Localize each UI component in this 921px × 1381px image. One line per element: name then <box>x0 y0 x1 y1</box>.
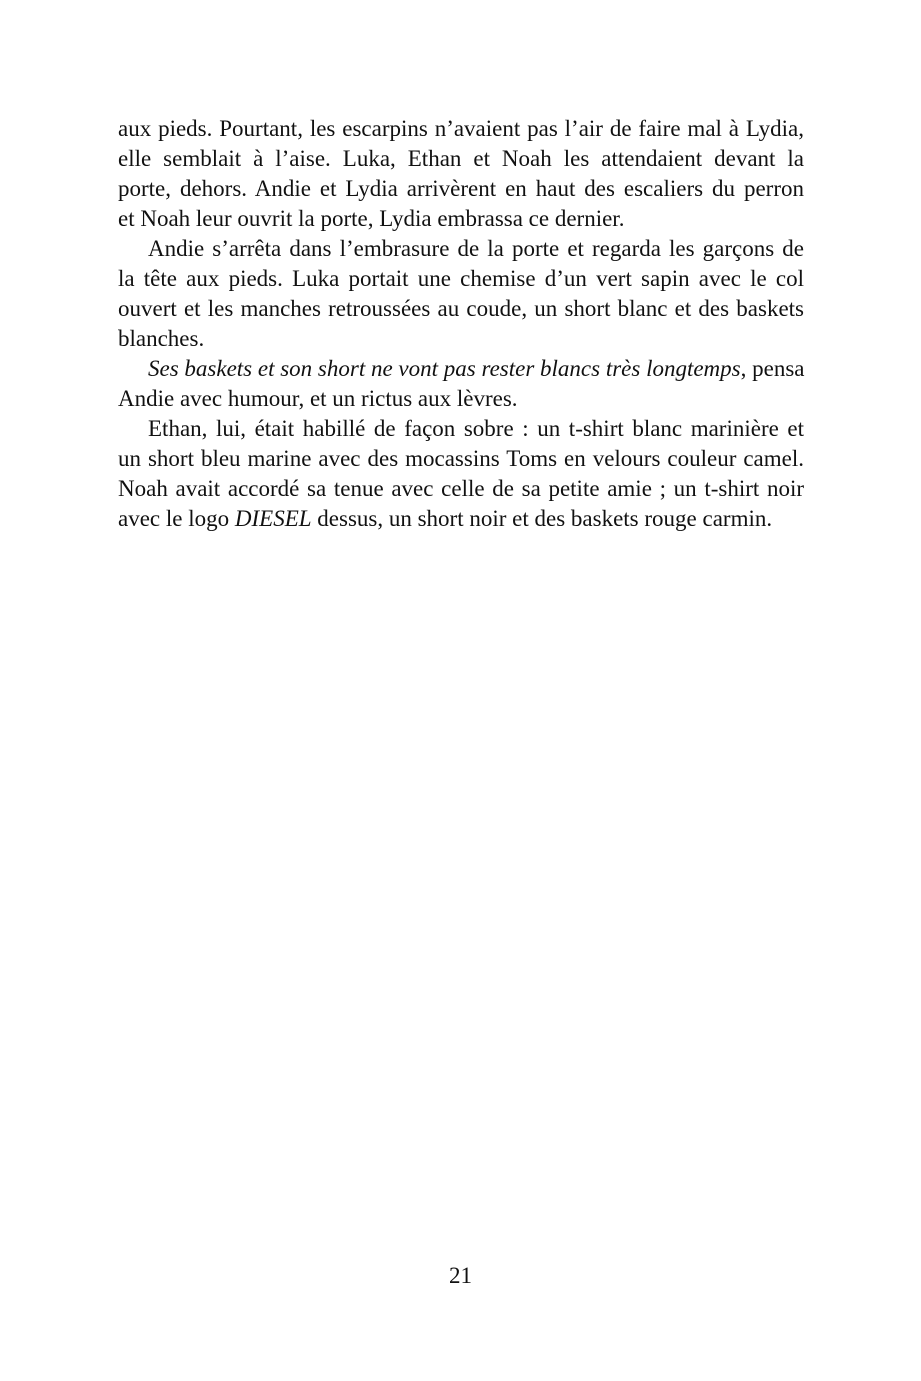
text-line: elle semblait à l’aise. Luka, Ethan et Noah les attendaient devant la <box>118 146 804 171</box>
page-body <box>118 114 804 534</box>
text-line: aux pieds. Pourtant, les escarpins n’avaient pas l’air de faire mal à Lydia, <box>118 116 804 141</box>
text-line: blanches. <box>118 326 205 351</box>
text-line: Andie s’arrêta dans l’embrasure de la porte et regarda les garçons de <box>148 236 804 261</box>
text-run: dessus, un short noir et des baskets rouge carmin. <box>311 506 773 531</box>
text-line: Ethan, lui, était habillé de façon sobre : un t-shirt blanc marinière et <box>148 416 804 441</box>
text-line: Andie avec humour, et un rictus aux lèvres. <box>118 386 518 411</box>
paragraph <box>118 414 804 534</box>
paragraph <box>118 114 804 234</box>
text-line <box>118 504 804 534</box>
text-line: ouvert et les manches retroussées au coude, un short blanc et des baskets <box>118 296 804 321</box>
text-line: Noah avait accordé sa tenue avec celle de sa petite amie ; un t-shirt noir <box>118 476 804 501</box>
text-run: , pensa <box>740 356 805 381</box>
italic-thought: Ses baskets et son short ne vont pas rester blancs très longtemps <box>148 356 741 381</box>
text-line: un short bleu marine avec des mocassins Toms en velours couleur camel. <box>118 446 804 471</box>
text-run: avec le logo <box>118 506 235 531</box>
text-line: et Noah leur ouvrit la porte, Lydia embrassa ce dernier. <box>118 206 625 231</box>
brand-name: DIESEL <box>234 506 312 531</box>
text-line: la tête aux pieds. Luka portait une chemise d’un vert sapin avec le col <box>118 266 804 291</box>
text-line: porte, dehors. Andie et Lydia arrivèrent en haut des escaliers du perron <box>118 176 804 201</box>
paragraph <box>118 354 804 414</box>
paragraph <box>118 234 804 354</box>
text-line <box>118 354 804 384</box>
page-number: 21 <box>449 1263 472 1288</box>
